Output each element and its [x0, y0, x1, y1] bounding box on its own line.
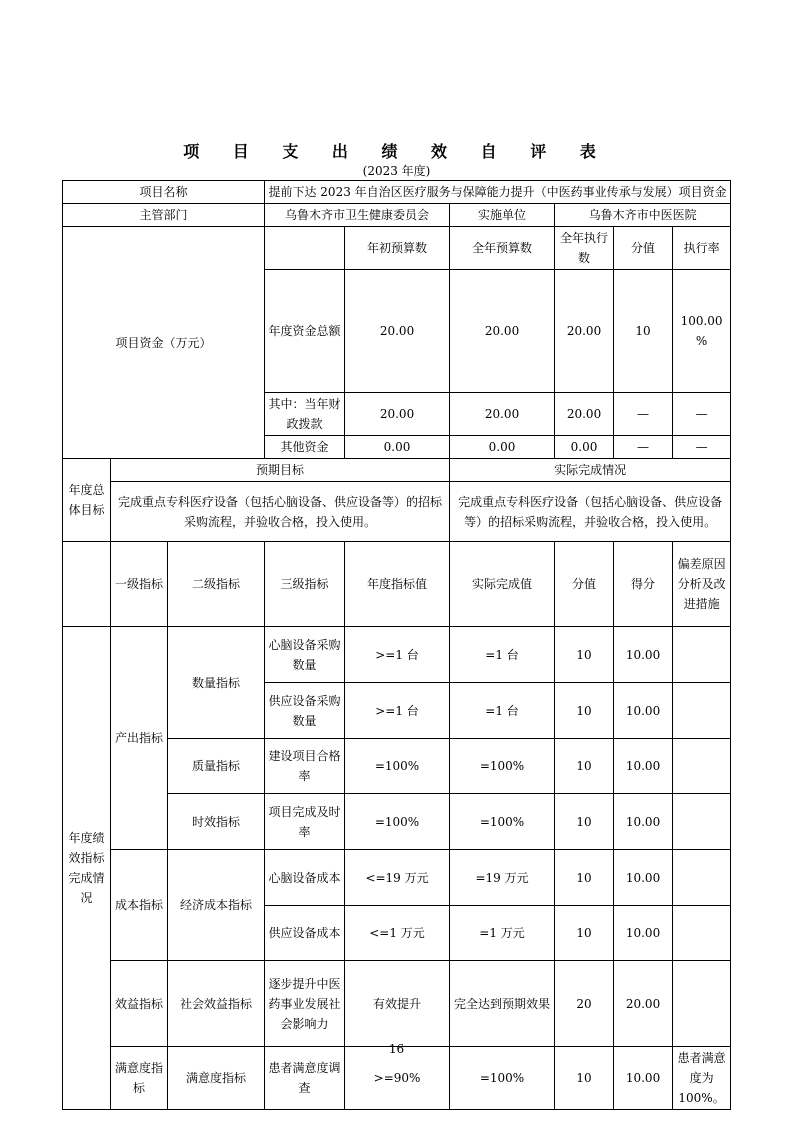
indicators-blank-header — [63, 542, 111, 627]
page-number: 16 — [388, 1042, 405, 1056]
score-cell: 10.00 — [614, 794, 673, 850]
funds-cell: 20.00 — [555, 393, 614, 436]
level2-cell: 满意度指标 — [168, 1047, 265, 1110]
indicator-row — [63, 961, 731, 1047]
score-cell: 10.00 — [614, 906, 673, 961]
level3-cell: 心脑设备成本 — [265, 850, 345, 906]
row-project-name — [63, 181, 731, 204]
note-cell — [673, 961, 731, 1047]
level2-cell: 经济成本指标 — [168, 850, 265, 961]
score-value-cell: 20 — [555, 961, 614, 1047]
note-cell — [673, 627, 731, 683]
target-cell: <=1 万元 — [345, 906, 450, 961]
level2-cell: 社会效益指标 — [168, 961, 265, 1047]
score-value-cell: 10 — [555, 739, 614, 794]
indicators-header: 得分 — [614, 542, 673, 627]
indicator-row — [63, 627, 731, 683]
note-cell — [673, 683, 731, 739]
funds-cell: 20.00 — [345, 393, 450, 436]
indicators-header: 偏差原因分析及改进措施 — [673, 542, 731, 627]
funds-blank-header — [265, 227, 345, 270]
target-cell: =100% — [345, 739, 450, 794]
score-cell: 20.00 — [614, 961, 673, 1047]
row-goals-text — [63, 482, 731, 542]
goals-expected-label: 预期目标 — [111, 459, 450, 482]
funds-cell: 10 — [614, 270, 673, 393]
note-cell — [673, 794, 731, 850]
level1-cell: 产出指标 — [111, 627, 168, 850]
funds-cell: 0.00 — [450, 436, 555, 459]
indicators-header: 一级指标 — [111, 542, 168, 627]
funds-cell: 20.00 — [450, 393, 555, 436]
funds-cell: 20.00 — [345, 270, 450, 393]
actual-cell: =1 台 — [450, 683, 555, 739]
level3-cell: 建设项目合格率 — [265, 739, 345, 794]
note-cell — [673, 739, 731, 794]
funds-cell: 100.00% — [673, 270, 731, 393]
goals-actual-text: 完成重点专科医疗设备（包括心脑设备、供应设备等）的招标采购流程，并验收合格，投入使用。 — [450, 482, 731, 542]
level3-cell: 供应设备采购数量 — [265, 683, 345, 739]
row-funds-header — [63, 227, 731, 270]
level2-cell: 数量指标 — [168, 627, 265, 739]
funds-cell: — — [673, 393, 731, 436]
level3-cell: 项目完成及时率 — [265, 794, 345, 850]
level3-cell: 供应设备成本 — [265, 906, 345, 961]
target-cell: <=19 万元 — [345, 850, 450, 906]
unit-value: 乌鲁木齐市中医医院 — [555, 204, 731, 227]
funds-row-label: 其中：当年财政拨款 — [265, 393, 345, 436]
target-cell: >=1 台 — [345, 683, 450, 739]
funds-cell: — — [673, 436, 731, 459]
score-cell: 10.00 — [614, 683, 673, 739]
level2-cell: 时效指标 — [168, 794, 265, 850]
actual-cell: =100% — [450, 1047, 555, 1110]
score-value-cell: 10 — [555, 906, 614, 961]
indicators-header: 实际完成值 — [450, 542, 555, 627]
project-name-value: 提前下达 2023 年自治区医疗服务与保障能力提升（中医药事业传承与发展）项目资金 — [265, 181, 731, 204]
target-cell: =100% — [345, 794, 450, 850]
score-cell: 10.00 — [614, 627, 673, 683]
funds-cell: — — [614, 393, 673, 436]
funds-header: 年初预算数 — [345, 227, 450, 270]
dept-value: 乌鲁木齐市卫生健康委员会 — [265, 204, 450, 227]
level1-cell: 满意度指标 — [111, 1047, 168, 1110]
score-value-cell: 10 — [555, 850, 614, 906]
goals-actual-label: 实际完成情况 — [450, 459, 731, 482]
report-year: (2023 年度) — [362, 164, 431, 178]
score-cell: 10.00 — [614, 1047, 673, 1110]
funds-cell: 20.00 — [450, 270, 555, 393]
funds-row-label: 年度资金总额 — [265, 270, 345, 393]
actual-cell: =1 万元 — [450, 906, 555, 961]
row-department — [63, 204, 731, 227]
unit-label: 实施单位 — [450, 204, 555, 227]
target-cell: >=1 台 — [345, 627, 450, 683]
funds-header: 全年执行数 — [555, 227, 614, 270]
page-title: 项 目 支 出 绩 效 自 评 表 — [183, 142, 610, 161]
funds-section-label: 项目资金（万元） — [63, 227, 265, 459]
level1-cell: 效益指标 — [111, 961, 168, 1047]
funds-row-label: 其他资金 — [265, 436, 345, 459]
note-cell — [673, 906, 731, 961]
score-cell: 10.00 — [614, 739, 673, 794]
score-value-cell: 10 — [555, 794, 614, 850]
target-cell: 有效提升 — [345, 961, 450, 1047]
performance-table — [62, 180, 731, 1110]
dept-label: 主管部门 — [63, 204, 265, 227]
funds-cell: 20.00 — [555, 270, 614, 393]
actual-cell: =100% — [450, 794, 555, 850]
actual-cell: =19 万元 — [450, 850, 555, 906]
funds-cell: 0.00 — [555, 436, 614, 459]
note-cell: 患者满意度为 100%。 — [673, 1047, 731, 1110]
level2-cell: 质量指标 — [168, 739, 265, 794]
goals-section-label: 年度总体目标 — [63, 459, 111, 542]
actual-cell: 完全达到预期效果 — [450, 961, 555, 1047]
project-name-label: 项目名称 — [63, 181, 265, 204]
indicator-row — [63, 850, 731, 906]
funds-cell: — — [614, 436, 673, 459]
level3-cell: 逐步提升中医药事业发展社会影响力 — [265, 961, 345, 1047]
note-cell — [673, 850, 731, 906]
goals-expected-text: 完成重点专科医疗设备（包括心脑设备、供应设备等）的招标采购流程，并验收合格，投入使用。 — [111, 482, 450, 542]
level3-cell: 患者满意度调查 — [265, 1047, 345, 1110]
target-cell: >=90% — [345, 1047, 450, 1110]
indicators-header: 三级指标 — [265, 542, 345, 627]
indicators-header: 分值 — [555, 542, 614, 627]
funds-cell: 0.00 — [345, 436, 450, 459]
score-value-cell: 10 — [555, 627, 614, 683]
funds-header: 执行率 — [673, 227, 731, 270]
score-value-cell: 10 — [555, 1047, 614, 1110]
funds-header: 分值 — [614, 227, 673, 270]
row-indicators-header — [63, 542, 731, 627]
score-value-cell: 10 — [555, 683, 614, 739]
level3-cell: 心脑设备采购数量 — [265, 627, 345, 683]
actual-cell: =1 台 — [450, 627, 555, 683]
indicators-header: 二级指标 — [168, 542, 265, 627]
level1-cell: 成本指标 — [111, 850, 168, 961]
score-cell: 10.00 — [614, 850, 673, 906]
indicators-section-label: 年度绩效指标完成情况 — [63, 627, 111, 1110]
funds-header: 全年预算数 — [450, 227, 555, 270]
indicators-header: 年度指标值 — [345, 542, 450, 627]
actual-cell: =100% — [450, 739, 555, 794]
row-goals-header — [63, 459, 731, 482]
